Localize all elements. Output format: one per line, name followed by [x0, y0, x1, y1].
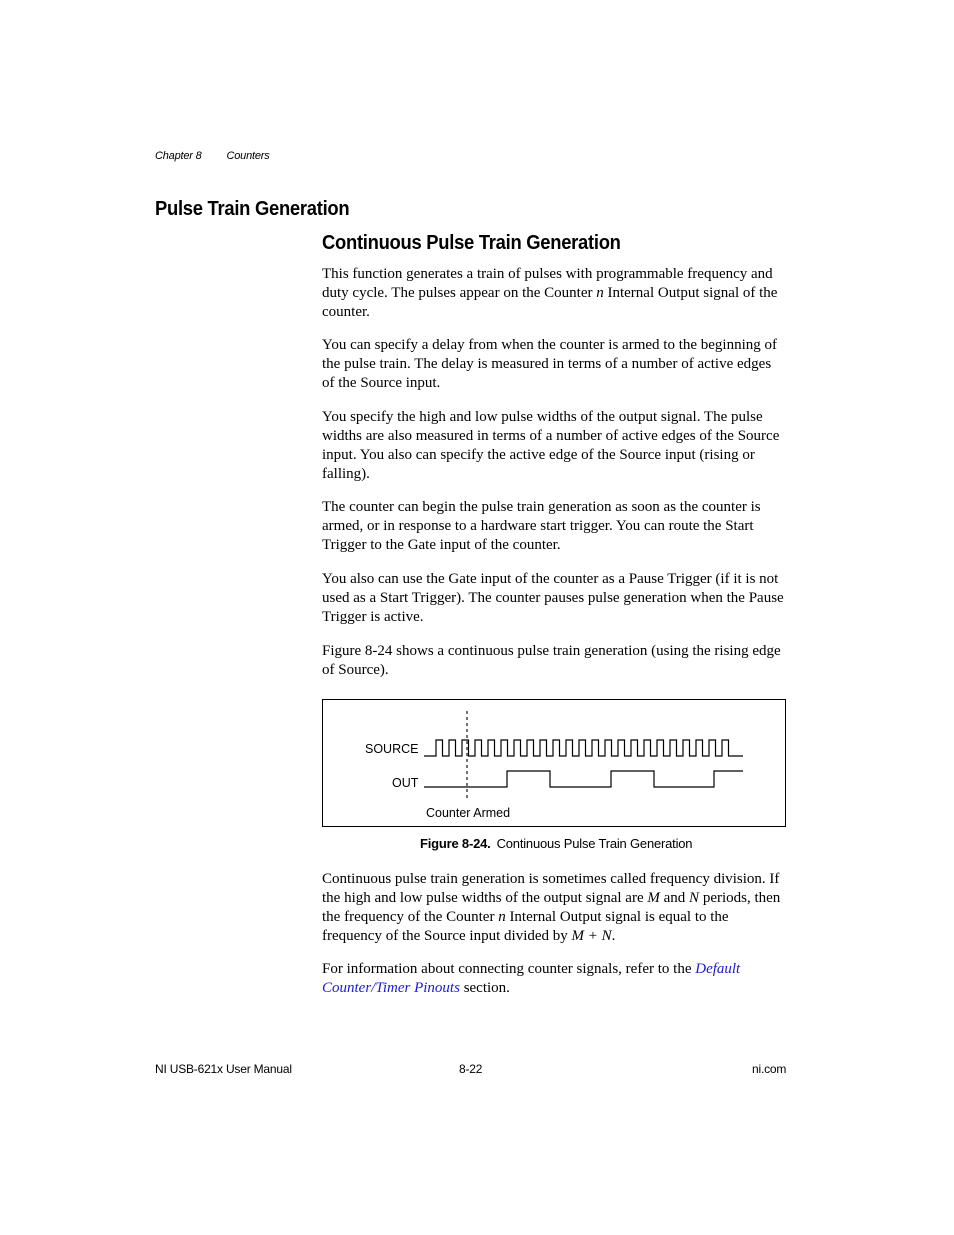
paragraph-5: You also can use the Gate input of the counter as a Pause Trigger (if it is not used as a Start Trigger). The counter pauses pulse generation when the Pause Trigger is active. [322, 571, 784, 625]
paragraph-7 [322, 870, 787, 946]
p8-text-b: section. [459, 980, 510, 996]
header-section: Counters [226, 150, 270, 162]
p1-text-a: This function generates a train of pulses with programmable frequency and duty cycle. The pulses appear on the Counter [322, 266, 773, 301]
counter-armed-label: Counter Armed [426, 806, 511, 820]
p7-var-n: N [689, 890, 700, 906]
paragraph-4: The counter can begin the pulse train generation as soon as the counter is armed, or in response to a hardware start trigger. You can route the Start Trigger to the Gate input of the counter. [322, 499, 761, 553]
running-header [155, 150, 270, 162]
source-waveform [424, 740, 743, 756]
p1-text-b: Internal Output signal of the counter. [322, 285, 778, 320]
caption-number: Figure 8-24. [420, 836, 491, 851]
section-title: Pulse Train Generation [155, 198, 350, 220]
footer-manual-title: NI USB-621x User Manual [155, 1062, 292, 1076]
p7-var-m: M [647, 890, 660, 906]
p7-text-c: periods, then the frequency of the Counter [322, 890, 781, 925]
out-label: OUT [392, 776, 419, 790]
p7-expr: M + N [571, 928, 612, 944]
p8-text-a: For information about connecting counter signals, refer to the [322, 961, 696, 977]
paragraph-2: You can specify a delay from when the counter is armed to the beginning of the pulse train. The delay is measured in terms of a number of active edges of the Source input. [322, 337, 778, 391]
footer-website: ni.com [752, 1062, 787, 1076]
timing-diagram-svg [323, 700, 785, 826]
caption-text: Continuous Pulse Train Generation [496, 836, 693, 851]
p7-text-d: Internal Output signal is equal to the frequency of the Source input divided by [322, 909, 729, 944]
paragraph-8 [322, 960, 787, 998]
timing-diagram [322, 699, 786, 827]
header-chapter: Chapter 8 [155, 150, 202, 162]
p7-text-b: and [659, 890, 690, 906]
figure-caption [420, 836, 692, 851]
default-counter-timer-pinouts-link[interactable]: Default Counter/Timer Pinouts [322, 961, 741, 996]
paragraph-1 [322, 265, 787, 322]
footer-page-number: 8-22 [459, 1062, 483, 1076]
p7-var-n2: n [498, 909, 506, 925]
out-waveform [424, 771, 743, 787]
p7-text-e: . [611, 928, 616, 944]
subsection-title: Continuous Pulse Train Generation [322, 232, 621, 254]
paragraph-6: Figure 8-24 shows a continuous pulse train generation (using the rising edge of Source). [322, 643, 781, 678]
p7-text-a: Continuous pulse train generation is sometimes called frequency division. If the high and low pulse widths of the output signal are [322, 871, 780, 906]
source-label: SOURCE [365, 742, 419, 756]
paragraph-3: You specify the high and low pulse widths of the output signal. The pulse widths are also measured in terms of a number of active edges of the Source input. You also can specify the active edge of the Source input (rising or falling). [322, 409, 780, 482]
p1-var-n: n [596, 285, 604, 301]
